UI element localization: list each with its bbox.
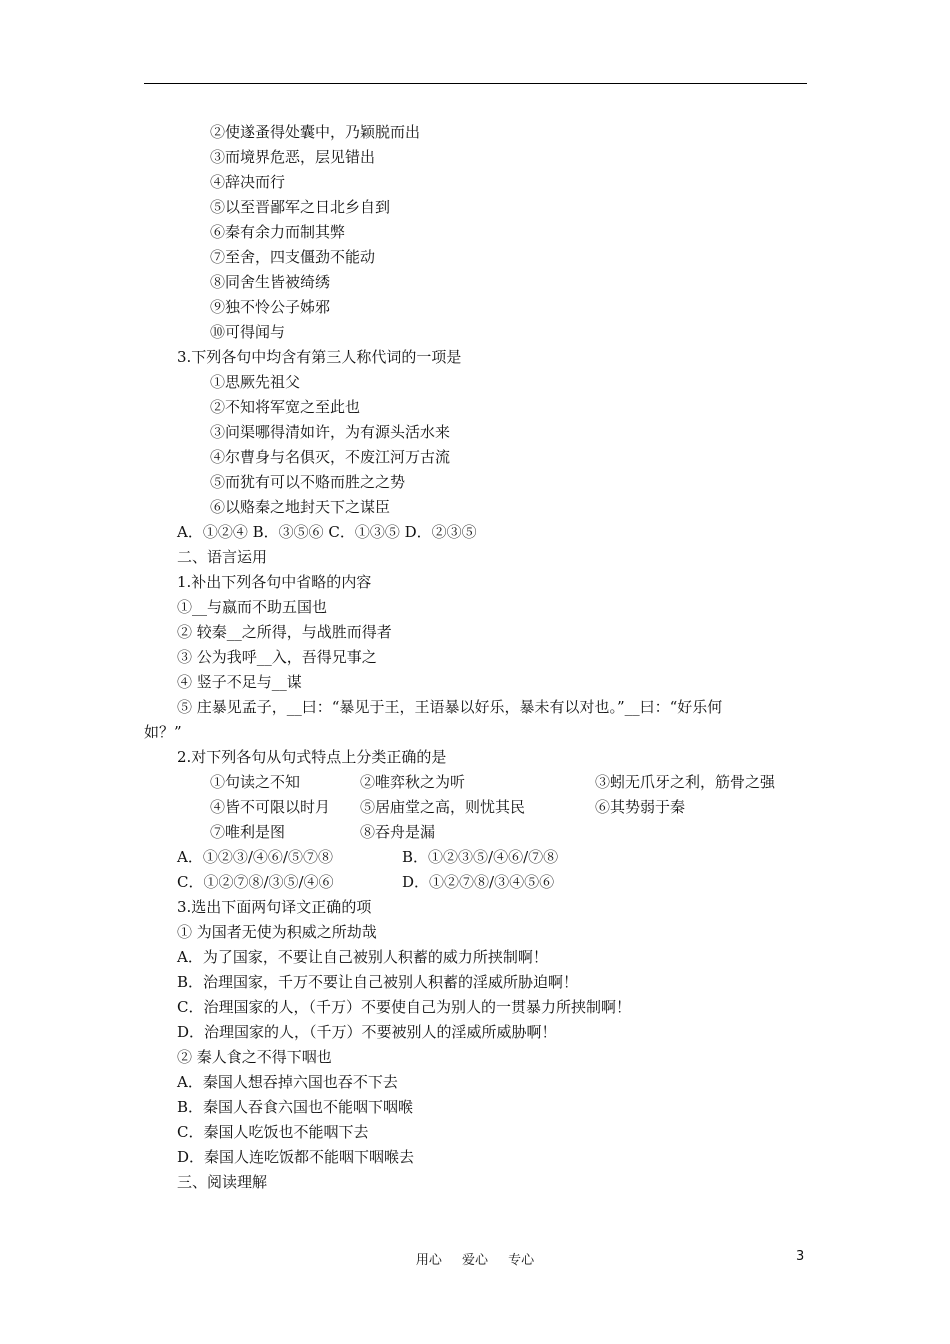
s2-q3-stem: 3.选出下面两句译文正确的项 [177, 898, 372, 916]
header-rule [144, 83, 807, 84]
page-number: 3 [796, 1249, 805, 1264]
q3-item-5: ⑤而犹有可以不赂而胜之之势 [210, 473, 406, 491]
s2-q2-option-b: B．①②③⑤/④⑥/⑦⑧ [402, 848, 559, 866]
q3-item-4: ④尔曹身与名俱灭，不废江河万古流 [210, 448, 451, 466]
s2-q2-sentence: ⑤居庙堂之高，则忧其民 [360, 798, 526, 816]
s2-q1-item-1: ①__与嬴而不助五国也 [177, 598, 328, 616]
s2-q2-sentence: ①句读之不知 [210, 773, 301, 791]
s2-q2-sentence: ⑧吞舟是漏 [360, 823, 436, 841]
s2-q3-s2-option-b: B．秦国人吞食六国也不能咽下咽喉 [177, 1098, 414, 1116]
q2-item-5: ⑤以至晋鄙军之日北乡自到 [210, 198, 391, 216]
s2-q3-s1-option-d: D．治理国家的人，（千万）不要被别人的淫威所威胁啊！ [177, 1023, 557, 1041]
q2-item-6: ⑥秦有余力而制其弊 [210, 223, 346, 241]
footer-motto [0, 1249, 950, 1268]
q3-stem: 3.下列各句中均含有第三人称代词的一项是 [177, 348, 462, 366]
s2-q3-s1-option-b: B．治理国家，千万不要让自己被别人积蓄的淫威所胁迫啊！ [177, 973, 579, 991]
q2-item-4: ④辞决而行 [210, 173, 286, 191]
s2-q2-option-a: A．①②③/④⑥/⑤⑦⑧ [177, 848, 333, 866]
footer-word: 爱心 [461, 1253, 488, 1268]
s2-q2-option-c: C．①②⑦⑧/③⑤/④⑥ [177, 873, 334, 891]
s2-q2-sentence: ④皆不可限以时月 [210, 798, 331, 816]
q2-item-9: ⑨独不怜公子姊邪 [210, 298, 331, 316]
s2-q1-item-3: ③ 公为我呼__入，吾得兄事之 [177, 648, 377, 666]
s2-q2-sentence: ③蚓无爪牙之利，筋骨之强 [595, 773, 776, 791]
s2-q2-option-d: D．①②⑦⑧/③④⑤⑥ [402, 873, 555, 891]
q2-item-2: ②使遂蚤得处囊中，乃颖脱而出 [210, 123, 421, 141]
q2-item-7: ⑦至舍，四支僵劲不能动 [210, 248, 376, 266]
section3-title: 三、阅读理解 [177, 1173, 268, 1191]
q3-item-1: ①思厥先祖父 [210, 373, 301, 391]
footer-word: 用心 [415, 1253, 442, 1268]
s2-q3-s2-option-a: A．秦国人想吞掉六国也吞不下去 [177, 1073, 398, 1091]
s2-q1-stem: 1.补出下列各句中省略的内容 [177, 573, 372, 591]
q3-item-6: ⑥以赂秦之地封天下之谋臣 [210, 498, 391, 516]
s2-q1-item-2: ② 较秦__之所得，与战胜而得者 [177, 623, 392, 641]
q2-item-10: ⑩可得闻与 [210, 323, 286, 341]
q3-options: A．①②④ B．③⑤⑥ C．①③⑤ D．②③⑤ [177, 523, 477, 541]
s2-q2-sentence: ⑥其势弱于秦 [595, 798, 686, 816]
footer-word: 专心 [508, 1253, 535, 1268]
s2-q2-sentence: ②唯弈秋之为听 [360, 773, 466, 791]
s2-q3-s1-option-a: A．为了国家，不要让自己被别人积蓄的威力所挟制啊！ [177, 948, 548, 966]
s2-q2-sentence: ⑦唯利是图 [210, 823, 286, 841]
s2-q3-s2-option-d: D．秦国人连吃饭都不能咽下咽喉去 [177, 1148, 415, 1166]
q3-item-3: ③问渠哪得清如许，为有源头活水来 [210, 423, 451, 441]
s2-q3-sentence-1: ① 为国者无使为积威之所劫哉 [177, 923, 377, 941]
s2-q2-stem: 2.对下列各句从句式特点上分类正确的是 [177, 748, 447, 766]
q2-item-8: ⑧同舍生皆被绮绣 [210, 273, 331, 291]
s2-q3-sentence-2: ② 秦人食之不得下咽也 [177, 1048, 332, 1066]
q2-item-3: ③而境界危恶，层见错出 [210, 148, 376, 166]
q3-item-2: ②不知将军宽之至此也 [210, 398, 361, 416]
s2-q1-item-4: ④ 竖子不足与__谋 [177, 673, 302, 691]
s2-q3-s1-option-c: C．治理国家的人，（千万）不要使自己为别人的一贯暴力所挟制啊！ [177, 998, 631, 1016]
s2-q1-item-5-cont: 如？” [144, 723, 182, 741]
section2-title: 二、语言运用 [177, 548, 268, 566]
s2-q1-item-5: ⑤ 庄暴见孟子，__曰：“暴见于王，王语暴以好乐，暴未有以对也。”__曰：“好乐何 [177, 698, 723, 716]
s2-q3-s2-option-c: C．秦国人吃饭也不能咽下去 [177, 1123, 369, 1141]
